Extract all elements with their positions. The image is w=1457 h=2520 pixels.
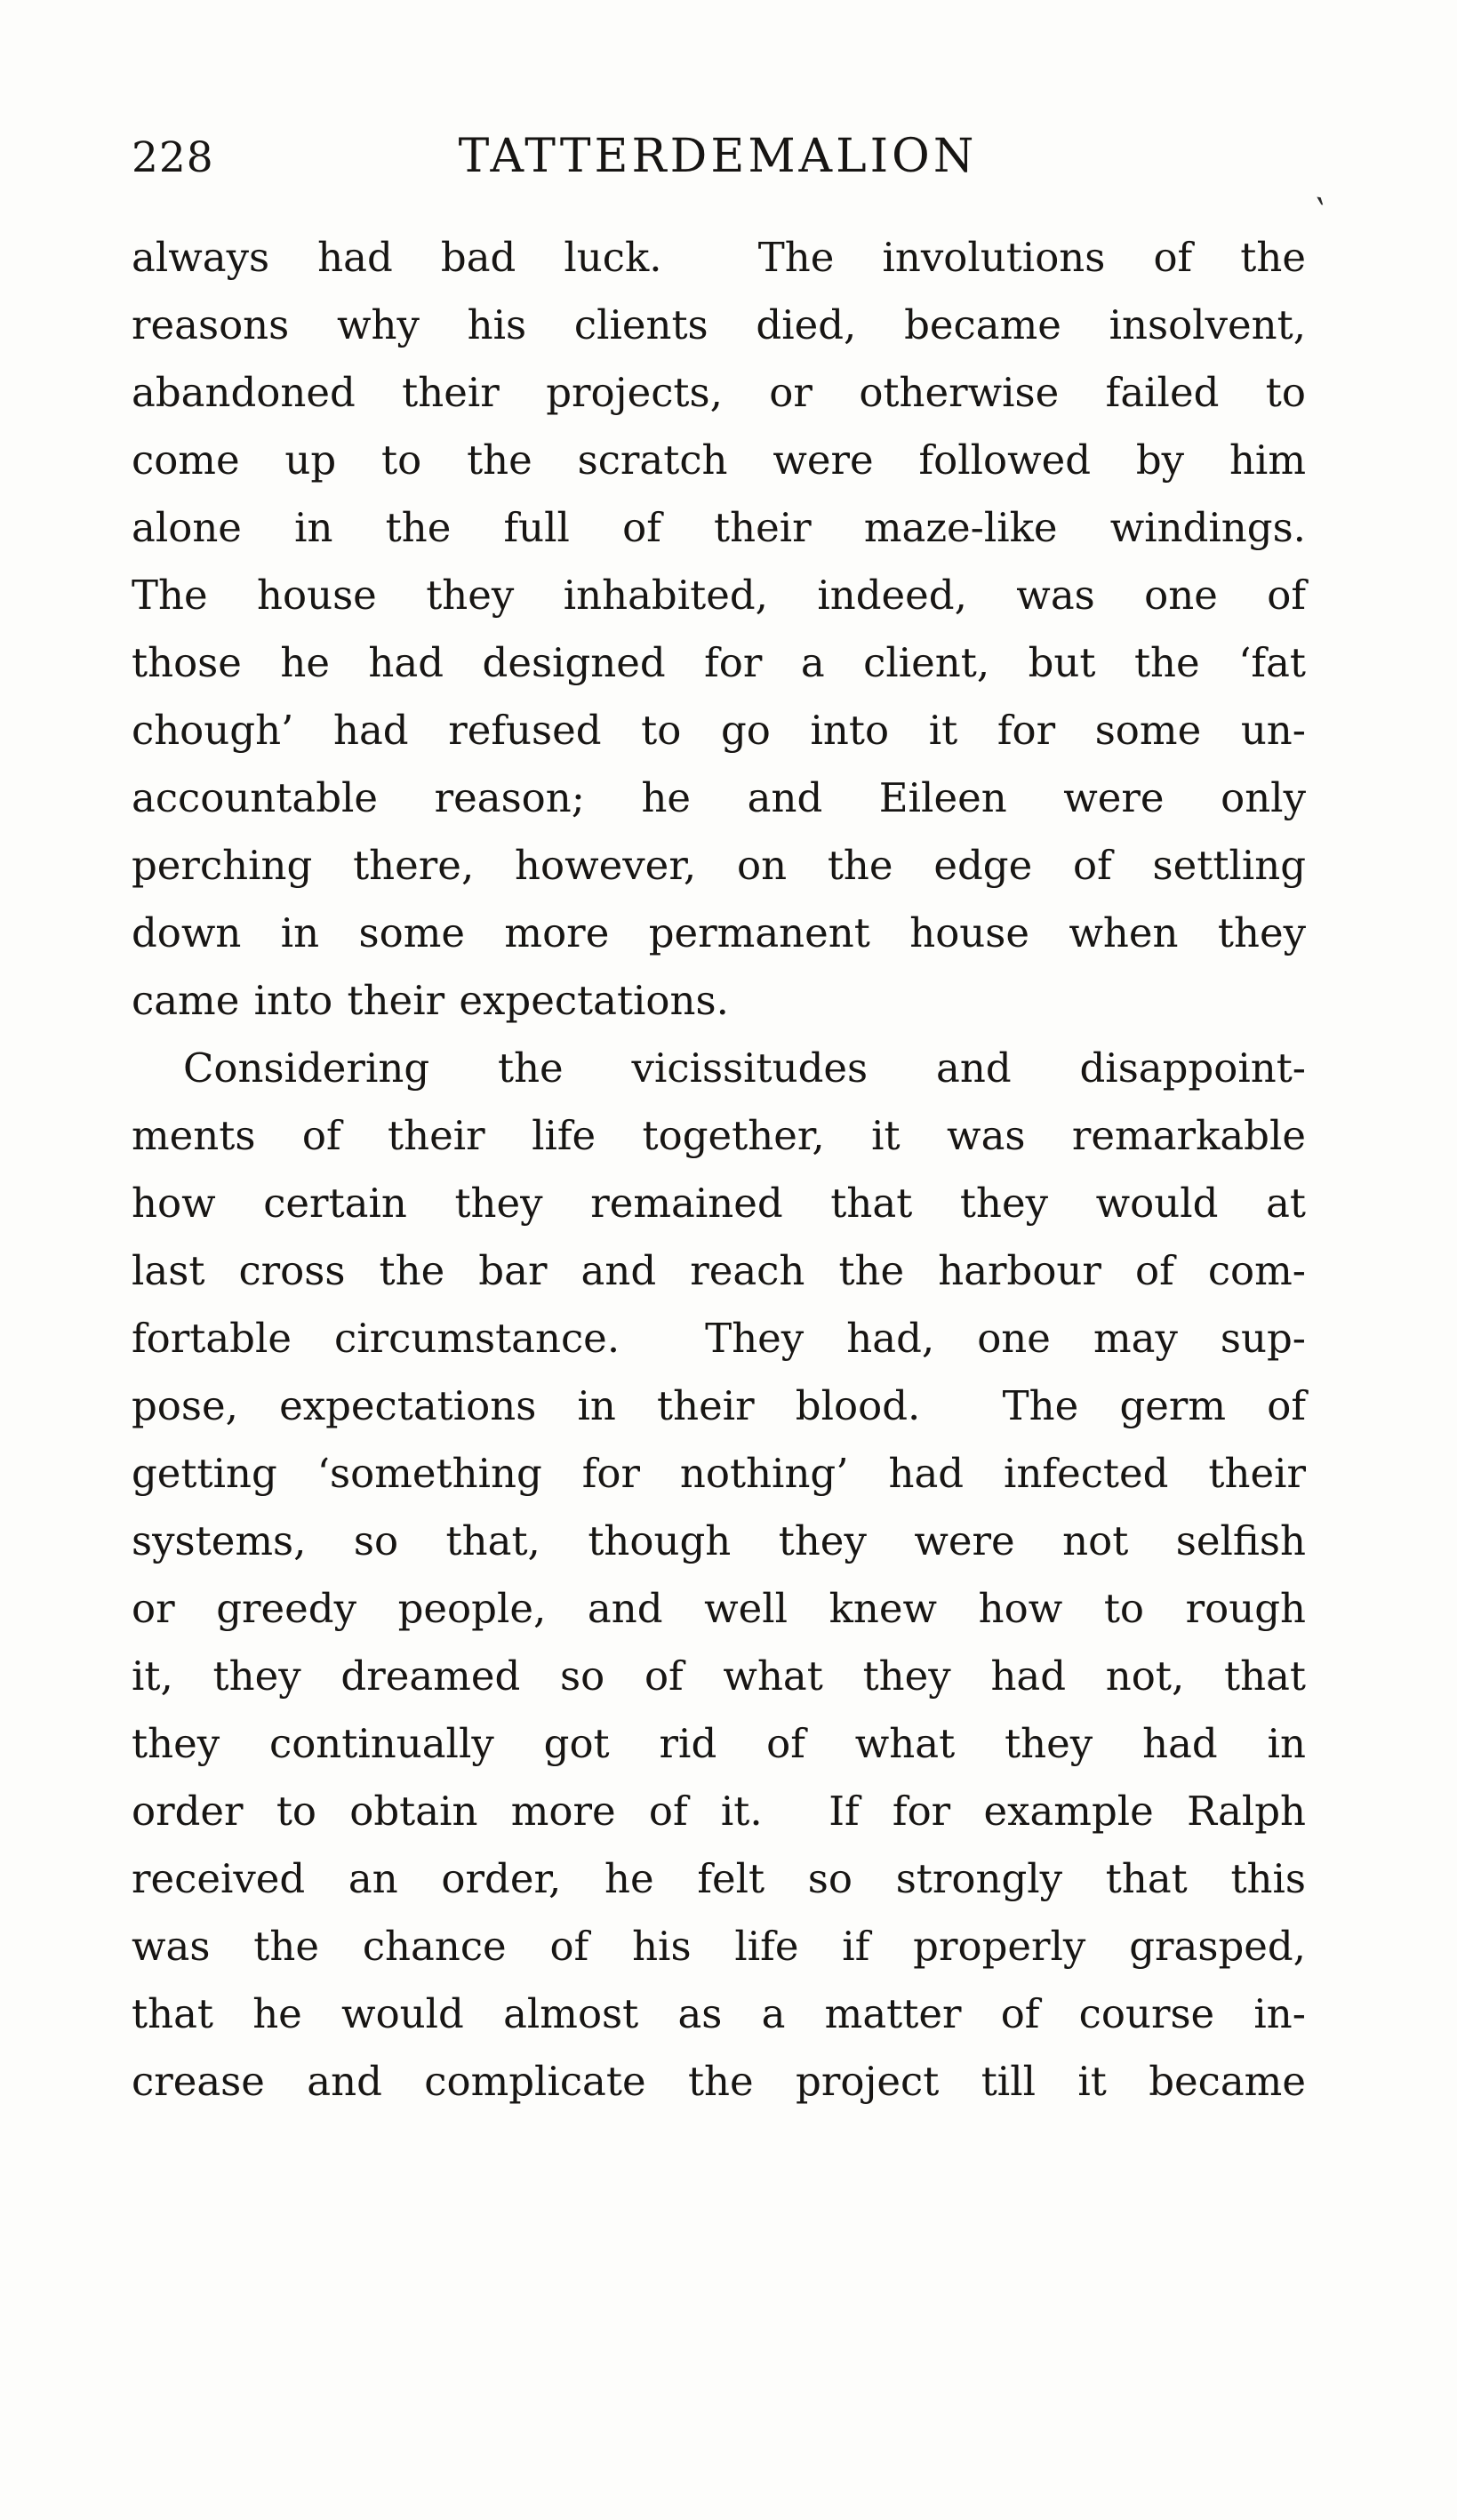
text-line: down in some more permanent house when they: [132, 909, 1306, 956]
text-line: that he would almost as a matter of course in-: [132, 1990, 1306, 2037]
text-line: order to obtain more of it. If for example Ralph: [132, 1788, 1306, 1835]
text-line: or greedy people, and well knew how to rough: [132, 1585, 1306, 1632]
text-line: fortable circumstance. They had, one may sup-: [132, 1315, 1306, 1362]
text-line: alone in the full of their maze-like windings.: [132, 504, 1306, 551]
text-line: crease and complicate the project till it became: [132, 2058, 1306, 2105]
book-page: [0, 130, 1457, 2520]
text-line: those he had designed for a client, but the ‘fat: [132, 639, 1306, 686]
text-line: was the chance of his life if properly grasped,: [132, 1923, 1306, 1970]
text-line: pose, expectations in their blood. The germ of: [132, 1382, 1306, 1429]
page-header: [132, 130, 1304, 187]
text-line: come up to the scratch were followed by him: [132, 436, 1306, 484]
text-line: Considering the vicissitudes and disappoint-: [183, 1044, 1306, 1092]
text-line: accountable reason; he and Eileen were only: [132, 774, 1306, 821]
text-line: always had bad luck. The involutions of the: [132, 234, 1306, 281]
text-line: how certain they remained that they would at: [132, 1180, 1306, 1227]
text-line: abandoned their projects, or otherwise failed to: [132, 369, 1306, 416]
text-line: they continually got rid of what they had in: [132, 1720, 1306, 1767]
text-line: The house they inhabited, indeed, was one of: [132, 572, 1306, 619]
text-line: systems, so that, though they were not selfish: [132, 1517, 1306, 1564]
text-line: came into their expectations.: [132, 977, 729, 1024]
scan-artifact-mark: ‵: [1310, 189, 1326, 236]
text-line: perching there, however, on the edge of settling: [132, 842, 1306, 889]
text-line: chough’ had refused to go into it for some un-: [132, 707, 1306, 754]
text-line: reasons why his clients died, became insolvent,: [132, 301, 1306, 348]
text-line: getting ‘something for nothing’ had infected their: [132, 1450, 1306, 1497]
text-line: last cross the bar and reach the harbour of com-: [132, 1247, 1306, 1294]
page-number: 228: [132, 133, 214, 182]
text-line: ments of their life together, it was remarkable: [132, 1112, 1306, 1159]
text-line: received an order, he felt so strongly that this: [132, 1855, 1306, 1902]
running-title: TATTERDEMALION: [458, 130, 978, 183]
body-text: [132, 224, 1306, 2116]
text-line: it, they dreamed so of what they had not, that: [132, 1652, 1306, 1700]
